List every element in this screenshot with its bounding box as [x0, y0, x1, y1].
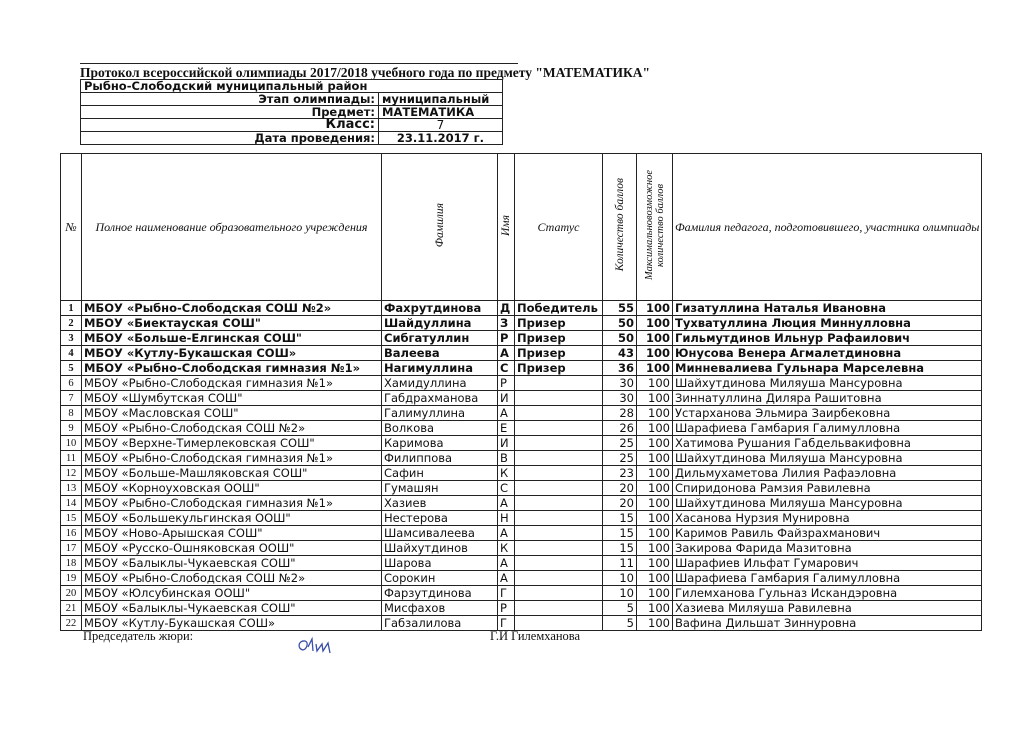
row-name: Г [498, 616, 515, 631]
row-score: 50 [603, 331, 637, 346]
page-title: Протокол всероссийской олимпиады 2017/2018 учебного года по предмету "МАТЕМАТИКА" [80, 65, 651, 80]
col-teacher [673, 154, 982, 301]
table-row [61, 571, 982, 586]
row-teacher: Закирова Фарида Мазитовна [673, 541, 982, 556]
row-max: 100 [637, 481, 673, 496]
row-max: 100 [637, 586, 673, 601]
row-school: МБОУ «Шумбутская СОШ" [82, 391, 382, 406]
row-surname: Волкова [382, 421, 498, 436]
row-max: 100 [637, 346, 673, 361]
row-number: 1 [61, 301, 82, 316]
row-teacher: Гилемханова Гульназ Искандэровна [673, 586, 982, 601]
table-row [61, 481, 982, 496]
row-surname: Хазиев [382, 496, 498, 511]
table-row [61, 331, 982, 346]
row-score: 23 [603, 466, 637, 481]
row-school: МБОУ «Балыклы-Чукаевская СОШ" [82, 556, 382, 571]
row-number: 9 [61, 421, 82, 436]
row-number: 7 [61, 391, 82, 406]
col-teacher-label: Фамилия педагога, подготовившего, участника олимпиады [675, 219, 980, 234]
stage-label: Этап олимпиады: [81, 93, 379, 106]
row-max: 100 [637, 406, 673, 421]
row-max: 100 [637, 301, 673, 316]
row-surname: Шайдуллина [382, 316, 498, 331]
row-school: МБОУ «Кутлу-Букашская СОШ» [82, 616, 382, 631]
row-surname: Филиппова [382, 451, 498, 466]
row-score: 10 [603, 586, 637, 601]
table-row [61, 556, 982, 571]
row-teacher: Юнусова Венера Агмалетдиновна [673, 346, 982, 361]
row-number: 14 [61, 496, 82, 511]
row-surname: Габзалилова [382, 616, 498, 631]
row-score: 25 [603, 451, 637, 466]
table-row [61, 511, 982, 526]
row-max: 100 [637, 496, 673, 511]
row-max: 100 [637, 421, 673, 436]
row-name: З [498, 316, 515, 331]
row-status: Призер [515, 316, 603, 331]
row-surname: Гумашян [382, 481, 498, 496]
table-row [61, 346, 982, 361]
row-surname: Фахрутдинова [382, 301, 498, 316]
row-score: 43 [603, 346, 637, 361]
table-row [61, 586, 982, 601]
row-score: 55 [603, 301, 637, 316]
row-teacher: Минневалиева Гульнара Марселевна [673, 361, 982, 376]
col-name [498, 154, 515, 301]
row-status [515, 601, 603, 616]
col-surname-label: Фамилия [433, 202, 446, 248]
row-school: МБОУ «Масловская СОШ" [82, 406, 382, 421]
row-number: 13 [61, 481, 82, 496]
row-school: МБОУ «Верхне-Тимерлековская СОШ" [82, 436, 382, 451]
row-teacher: Гильмутдинов Ильнур Рафаилович [673, 331, 982, 346]
row-teacher: Спиридонова Рамзия Равилевна [673, 481, 982, 496]
row-name: В [498, 451, 515, 466]
row-max: 100 [637, 331, 673, 346]
table-header-row [61, 154, 982, 301]
row-name: А [498, 406, 515, 421]
row-surname: Сорокин [382, 571, 498, 586]
row-school: МБОУ «Рыбно-Слободская гимназия №1» [82, 361, 382, 376]
col-score-label: Количество баллов [613, 178, 626, 272]
row-status [515, 571, 603, 586]
row-score: 30 [603, 391, 637, 406]
row-max: 100 [637, 451, 673, 466]
row-max: 100 [637, 316, 673, 331]
row-number: 20 [61, 586, 82, 601]
row-number: 8 [61, 406, 82, 421]
row-name: А [498, 556, 515, 571]
row-name: К [498, 541, 515, 556]
row-status [515, 421, 603, 436]
row-surname: Фарзутдинова [382, 586, 498, 601]
row-max: 100 [637, 556, 673, 571]
row-teacher: Дильмухаметова Лилия Рафаэловна [673, 466, 982, 481]
row-school: МБОУ «Русско-Ошняковская ООШ" [82, 541, 382, 556]
row-status [515, 541, 603, 556]
row-max: 100 [637, 466, 673, 481]
row-number: 21 [61, 601, 82, 616]
row-status [515, 586, 603, 601]
row-max: 100 [637, 601, 673, 616]
chair-label: Председатель жюри: [83, 629, 194, 643]
class-value: 7 [379, 119, 503, 132]
row-score: 11 [603, 556, 637, 571]
row-score: 30 [603, 376, 637, 391]
table-row [61, 526, 982, 541]
table-row [61, 601, 982, 616]
col-school [82, 154, 382, 301]
row-status [515, 436, 603, 451]
row-name: Д [498, 301, 515, 316]
row-score: 15 [603, 511, 637, 526]
row-score: 5 [603, 601, 637, 616]
row-number: 19 [61, 571, 82, 586]
row-score: 25 [603, 436, 637, 451]
row-teacher: Вафина Дильшат Зиннуровна [673, 616, 982, 631]
col-name-label: Имя [500, 214, 512, 236]
row-name: И [498, 436, 515, 451]
row-max: 100 [637, 361, 673, 376]
table-row [61, 316, 982, 331]
row-number: 6 [61, 376, 82, 391]
row-name: А [498, 571, 515, 586]
row-school: МБОУ «Рыбно-Слободская гимназия №1» [82, 451, 382, 466]
row-teacher: Каримов Равиль Файзрахманович [673, 526, 982, 541]
row-max: 100 [637, 511, 673, 526]
row-status: Призер [515, 346, 603, 361]
table-row [61, 451, 982, 466]
row-status [515, 451, 603, 466]
row-name: Е [498, 421, 515, 436]
row-max: 100 [637, 526, 673, 541]
row-name: Н [498, 511, 515, 526]
district-cell [81, 80, 503, 93]
row-number: 4 [61, 346, 82, 361]
row-teacher: Устарханова Эльмира Заирбековна [673, 406, 982, 421]
row-school: МБОУ «Кутлу-Букашская СОШ» [82, 346, 382, 361]
row-score: 15 [603, 526, 637, 541]
row-max: 100 [637, 436, 673, 451]
row-score: 15 [603, 541, 637, 556]
row-name: А [498, 346, 515, 361]
row-surname: Хамидуллина [382, 376, 498, 391]
row-status [515, 376, 603, 391]
row-teacher: Гизатуллина Наталья Ивановна [673, 301, 982, 316]
row-school: МБОУ «Биектауская СОШ" [82, 316, 382, 331]
row-status [515, 526, 603, 541]
col-surname [382, 154, 498, 301]
row-max: 100 [637, 391, 673, 406]
table-row [61, 406, 982, 421]
row-surname: Сибгатуллин [382, 331, 498, 346]
table-row [61, 361, 982, 376]
row-name: Р [498, 331, 515, 346]
subject-value: МАТЕМАТИКА [379, 106, 503, 119]
table-row [61, 541, 982, 556]
row-surname: Мисфахов [382, 601, 498, 616]
row-school: МБОУ «Балыклы-Чукаевская СОШ" [82, 601, 382, 616]
table-row [61, 421, 982, 436]
row-school: МБОУ «Юлсубинская ООШ" [82, 586, 382, 601]
top-rule [80, 63, 518, 64]
subject-label: Предмет: [81, 106, 379, 119]
row-score: 50 [603, 316, 637, 331]
row-teacher: Шайхутдинова Миляуша Мансуровна [673, 376, 982, 391]
row-score: 20 [603, 496, 637, 511]
row-teacher: Хазиева Миляуша Равилевна [673, 601, 982, 616]
row-score: 26 [603, 421, 637, 436]
row-teacher: Шайхутдинова Миляуша Мансуровна [673, 451, 982, 466]
row-number: 12 [61, 466, 82, 481]
row-score: 5 [603, 616, 637, 631]
row-score: 20 [603, 481, 637, 496]
row-max: 100 [637, 571, 673, 586]
row-school: МБОУ «Больше-Машляковская СОШ" [82, 466, 382, 481]
stage-value: муниципальный [379, 93, 503, 106]
row-number: 18 [61, 556, 82, 571]
row-max: 100 [637, 541, 673, 556]
row-surname: Шарова [382, 556, 498, 571]
row-name: С [498, 361, 515, 376]
date-value: 23.11.2017 г. [379, 132, 503, 145]
col-score [603, 154, 637, 301]
row-surname: Галимуллина [382, 406, 498, 421]
row-status [515, 481, 603, 496]
table-row [61, 376, 982, 391]
row-teacher: Зиннатуллина Диляра Рашитовна [673, 391, 982, 406]
table-row [61, 301, 982, 316]
row-teacher: Шарафиева Гамбария Галимулловна [673, 571, 982, 586]
row-school: МБОУ «Рыбно-Слободская СОШ №2» [82, 571, 382, 586]
row-name: К [498, 466, 515, 481]
row-number: 17 [61, 541, 82, 556]
row-teacher: Шарафиев Ильфат Гумарович [673, 556, 982, 571]
row-surname: Нестерова [382, 511, 498, 526]
col-max-label: Максимальновозможное количество баллов [643, 170, 666, 280]
chair-name: Г.И Гилемханова [490, 629, 581, 643]
signature-icon [295, 635, 341, 657]
row-number: 11 [61, 451, 82, 466]
row-status [515, 511, 603, 526]
row-surname: Шайхутдинов [382, 541, 498, 556]
row-status [515, 406, 603, 421]
row-school: МБОУ «Рыбно-Слободская гимназия №1» [82, 376, 382, 391]
col-status: Статус [515, 154, 603, 301]
row-max: 100 [637, 616, 673, 631]
row-teacher: Шайхутдинова Миляуша Мансуровна [673, 496, 982, 511]
class-label: Класс: [81, 119, 379, 132]
row-name: А [498, 496, 515, 511]
row-number: 16 [61, 526, 82, 541]
row-name: Р [498, 376, 515, 391]
row-school: МБОУ «Больше-Елгинская СОШ" [82, 331, 382, 346]
row-number: 15 [61, 511, 82, 526]
table-body [61, 301, 982, 631]
row-name: А [498, 526, 515, 541]
row-teacher: Шарафиева Гамбария Галимулловна [673, 421, 982, 436]
row-teacher: Хасанова Нурзия Мунировна [673, 511, 982, 526]
row-number: 5 [61, 361, 82, 376]
row-school: МБОУ «Ново-Арышская СОШ" [82, 526, 382, 541]
row-status [515, 496, 603, 511]
row-surname: Валеева [382, 346, 498, 361]
row-surname: Сафин [382, 466, 498, 481]
table-row [61, 496, 982, 511]
row-surname: Нагимуллина [382, 361, 498, 376]
row-surname: Каримова [382, 436, 498, 451]
row-max: 100 [637, 376, 673, 391]
date-label: Дата проведения: [81, 132, 379, 145]
row-school: МБОУ «Рыбно-Слободская СОШ №2» [82, 421, 382, 436]
row-number: 3 [61, 331, 82, 346]
row-name: Р [498, 601, 515, 616]
row-number: 2 [61, 316, 82, 331]
results-table [60, 153, 982, 631]
row-status [515, 466, 603, 481]
row-school: МБОУ «Рыбно-Слободская СОШ №2» [82, 301, 382, 316]
district: Рыбно-Слободский муниципальный район [84, 79, 368, 93]
row-status [515, 391, 603, 406]
row-school: МБОУ «Корноуховская ООШ" [82, 481, 382, 496]
col-school-label: Полное наименование образовательного учреждения [95, 219, 368, 234]
row-surname: Шамсивалеева [382, 526, 498, 541]
row-school: МБОУ «Рыбно-Слободская гимназия №1» [82, 496, 382, 511]
header-table [80, 79, 503, 145]
row-number: 10 [61, 436, 82, 451]
row-name: И [498, 391, 515, 406]
row-surname: Габдрахманова [382, 391, 498, 406]
row-teacher: Хатимова Рушания Габдельвакифовна [673, 436, 982, 451]
row-status [515, 556, 603, 571]
row-score: 10 [603, 571, 637, 586]
row-teacher: Тухватуллина Люция Миннулловна [673, 316, 982, 331]
table-row [61, 466, 982, 481]
table-row [61, 391, 982, 406]
row-score: 36 [603, 361, 637, 376]
row-score: 28 [603, 406, 637, 421]
col-max [637, 154, 673, 301]
row-status: Призер [515, 331, 603, 346]
row-name: Г [498, 586, 515, 601]
row-number: 22 [61, 616, 82, 631]
row-school: МБОУ «Большекульгинская ООШ" [82, 511, 382, 526]
table-row [61, 436, 982, 451]
row-status: Призер [515, 361, 603, 376]
row-status: Победитель [515, 301, 603, 316]
col-num: № [61, 154, 82, 301]
row-name: С [498, 481, 515, 496]
